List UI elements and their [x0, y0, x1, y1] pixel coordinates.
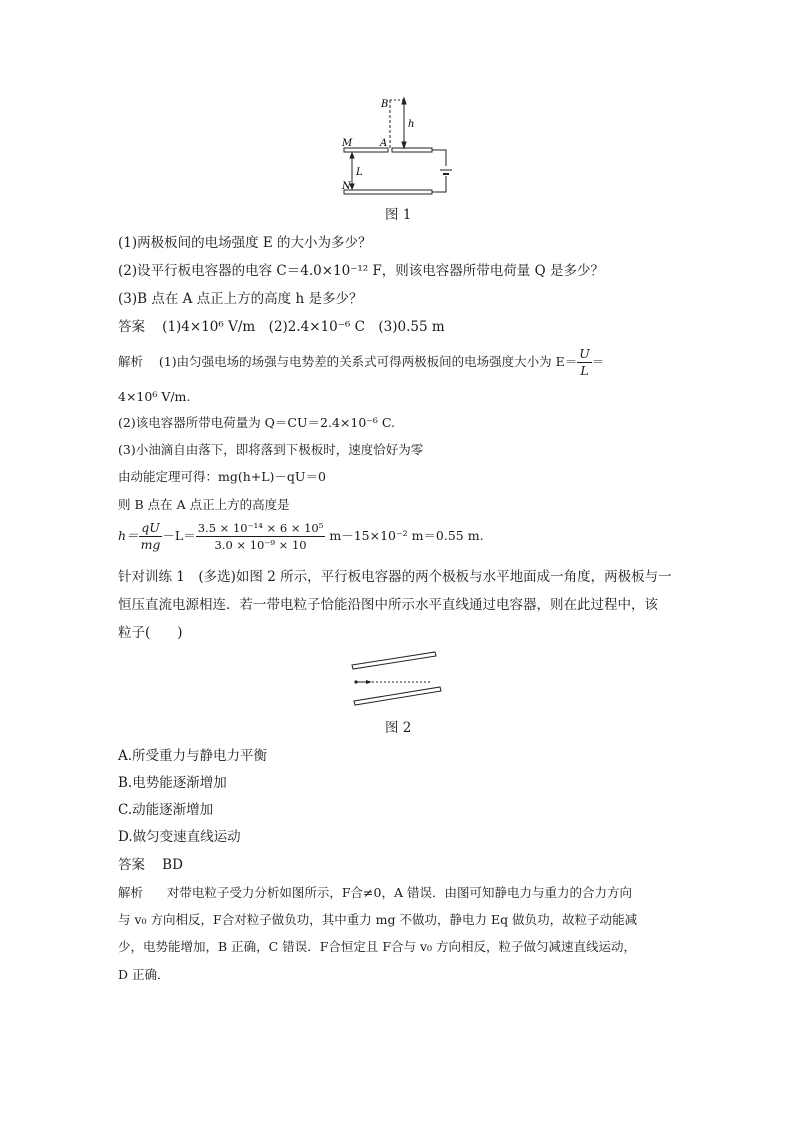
analysis-1-line-3: (2)该电容器所带电荷量为 Q＝CU＝2.4×10⁻⁶ C.: [118, 415, 395, 430]
exercise-line-2: 恒压直流电源相连．若一带电粒子恰能沿图中所示水平直线通过电容器，则在此过程中，该: [118, 597, 658, 613]
label-B: B: [381, 99, 389, 110]
analysis-1-line-5: 由动能定理可得：mg(h+L)－qU＝0: [118, 469, 326, 484]
analysis-2-line-1: 解析 对带电粒子受力分析如图所示，F合≠0，A 错误．由图可知静电力与重力的合力方向: [118, 885, 632, 900]
option-b: B.电势能逐渐增加: [118, 775, 227, 791]
analysis-2-line-4: D 正确．: [118, 967, 170, 982]
label-A: A: [380, 138, 388, 149]
circuit-wire-lower: [432, 176, 446, 192]
fraction-qu-over-mg: $\frac{qU}{mg}$: [140, 520, 161, 552]
analysis-1-line-4: (3)小油滴自由落下，即将落到下极板时，速度恰好为零: [118, 442, 424, 457]
answer-1: [118, 318, 445, 336]
option-d: D.做匀变速直线运动: [118, 829, 241, 845]
answer-label: 答案: [118, 857, 145, 873]
analysis-1-line-6: 则 B 点在 A 点正上方的高度是: [118, 497, 290, 512]
figure-1-caption: 图 1: [385, 207, 412, 223]
analysis-2-line-3: 少，电势能增加，B 正确，C 错误．F合恒定且 F合与 v₀ 方向相反，粒子做匀减速直线运动，: [118, 939, 637, 954]
answer-label: 答案: [118, 319, 145, 335]
exercise-line-3: 粒子( ): [118, 625, 183, 641]
analysis-label: 解析: [118, 885, 144, 900]
label-N: N: [342, 181, 351, 192]
question-1: (1)两极板间的电场强度 E 的大小为多少？: [118, 235, 372, 251]
analysis-1-line-1: 解析 (1)由匀强电场的场强与电势差的关系式可得两极板间的电场强度大小为 E＝ $\frac{U}{L}$ ＝: [118, 346, 605, 378]
answer-text: BD: [162, 857, 183, 873]
label-h: h: [408, 119, 415, 130]
fraction-u-over-l: $\frac{U}{L}$: [579, 346, 590, 378]
circuit-wire: [432, 150, 446, 166]
exercise-line-1: 针对训练 1 (多选)如图 2 所示，平行板电容器的两个极板与水平地面成一角度，两极板与一: [118, 569, 672, 585]
answer-2: [118, 856, 183, 874]
analysis-text: (1)由匀强电场的场强与电势差的关系式可得两极板间的电场强度大小为 E＝: [158, 354, 578, 369]
analysis-1-line-2: 4×10⁶ V/m.: [118, 389, 191, 404]
option-c: C.动能逐渐增加: [118, 802, 214, 818]
lower-plate: [344, 190, 432, 194]
answer-text: (1)4×10⁶ V/m (2)2.4×10⁻⁶ C (3)0.55 m: [162, 319, 445, 335]
label-M: M: [342, 138, 353, 149]
label-L: L: [356, 167, 363, 178]
figure-2-diagram: [0, 648, 794, 708]
analysis-2-line-2: 与 v₀ 方向相反，F合对粒子做负功，其中重力 mg 不做功，静电力 Eq 做负功，故粒子动能减: [118, 912, 638, 927]
figure-2-caption: 图 2: [385, 720, 412, 736]
fraction-numeric: $\frac{\text{3.5 × 10⁻¹⁴ × 6 × 10⁵}}{\text{3.0 × 10⁻⁹ × 10}}$: [197, 521, 324, 552]
analysis-1-equation: h＝ $\frac{qU}{mg}$ －L＝ $\frac{\text{3.5 × 10⁻¹⁴ × 6 × 10⁵}}{\text{3.0 × 10⁻⁹ × 10}}$ m－15×10⁻² m＝0.55 m.: [118, 520, 484, 552]
question-2: (2)设平行板电容器的电容 C＝4.0×10⁻¹² F，则该电容器所带电荷量 Q 是多少？: [118, 263, 604, 279]
option-a: A.所受重力与静电力平衡: [118, 748, 268, 764]
lower-tilted-plate: [354, 687, 441, 705]
figure-1-diagram: [0, 90, 794, 290]
upper-tilted-plate: [352, 652, 436, 669]
question-3: (3)B 点在 A 点正上方的高度 h 是多少？: [118, 291, 363, 307]
upper-plate-right: [392, 148, 432, 152]
analysis-label: 解析: [118, 354, 144, 369]
